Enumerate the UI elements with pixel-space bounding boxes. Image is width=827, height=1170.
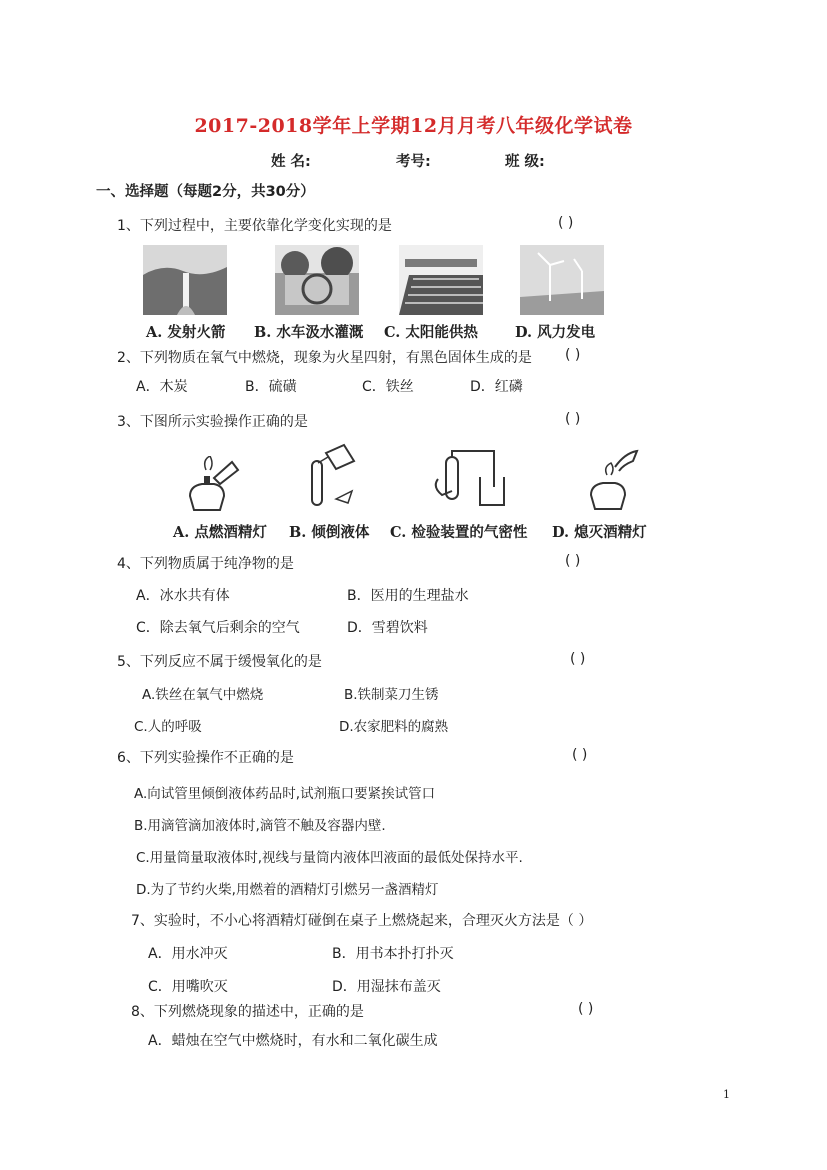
question-5-option-d: D.农家肥料的腐熟 [339,719,449,735]
question-4-stem: 4、下列物质属于纯净物的是 [117,556,294,572]
class-label: 班 级: [505,154,545,170]
question-1-option-a: A. 发射火箭 [146,324,226,341]
question-3-option-b: B. 倾倒液体 [289,524,370,541]
question-1-option-d: D. 风力发电 [515,324,596,341]
answer-paren-6: ( ) [572,747,588,763]
question-1-option-b: B. 水车汲水灌溉 [254,324,364,341]
lighting-alcohol-lamp-illustration [180,456,240,512]
answer-paren-4: ( ) [565,553,581,569]
question-1-option-c: C. 太阳能供热 [384,324,478,341]
question-2-option-a: A．木炭 [136,379,188,395]
page-number: 1 [723,1088,730,1101]
question-7-option-d: D．用湿抹布盖灭 [332,979,441,995]
question-3-stem: 3、下图所示实验操作正确的是 [117,414,308,430]
solar-heater-photo [399,245,483,315]
question-1-stem: 1、下列过程中，主要依靠化学变化实现的是 [117,218,392,234]
question-6-option-d: D.为了节约火柴,用燃着的酒精灯引燃另一盏酒精灯 [136,882,439,898]
question-5-option-c: C.人的呼吸 [134,719,202,735]
question-2-option-b: B．硫磺 [245,379,297,395]
answer-paren-5: ( ) [570,651,586,667]
question-8-stem: 8、下列燃烧现象的描述中，正确的是 [131,1004,364,1020]
question-6-option-a: A.向试管里倾倒液体药品时,试剂瓶口要紧挨试管口 [134,786,436,802]
question-7-option-c: C．用嘴吹灭 [148,979,228,995]
answer-paren-8: ( ) [578,1001,594,1017]
question-5-option-b: B.铁制菜刀生锈 [344,687,439,703]
question-3-option-d: D. 熄灭酒精灯 [552,524,647,541]
question-6-option-b: B.用滴管滴加液体时,滴管不触及容器内壁. [134,818,386,834]
question-2-option-c: C．铁丝 [362,379,414,395]
question-7-option-b: B．用书本扑打扑灭 [332,946,454,962]
question-4-option-c: C．除去氧气后剩余的空气 [136,620,300,636]
section-heading: 一、选择题（每题2分，共30分） [96,184,315,200]
waterwheel-photo [275,245,359,315]
question-7-stem: 7、实验时，不小心将酒精灯碰倒在桌子上燃烧起来，合理灭火方法是（ ） [131,913,593,929]
question-6-stem: 6、下列实验操作不正确的是 [117,750,294,766]
exam-number-label: 考号: [396,154,431,170]
question-7-option-a: A．用水冲灭 [148,946,228,962]
pouring-liquid-illustration [296,443,362,509]
answer-paren-2: ( ) [565,347,581,363]
name-label: 姓 名: [271,154,311,170]
question-2-option-d: D．红磷 [470,379,523,395]
question-4-option-b: B．医用的生理盐水 [347,588,469,604]
question-5-option-a: A.铁丝在氧气中燃烧 [142,687,264,703]
question-8-option-a: A．蜡烛在空气中燃烧时，有水和二氧化碳生成 [148,1033,438,1049]
question-3-option-a: A. 点燃酒精灯 [173,524,267,541]
page-title: 2017-2018学年上学期12月月考八年级化学试卷 [194,115,633,137]
answer-paren-3: ( ) [565,411,581,427]
question-4-option-d: D．雪碧饮料 [347,620,428,636]
question-3-option-c: C. 检验装置的气密性 [390,524,528,541]
question-4-option-a: A．冰水共有体 [136,588,230,604]
airtightness-check-illustration [432,447,506,509]
question-6-option-c: C.用量筒量取液体时,视线与量筒内液体凹液面的最低处保持水平. [136,850,523,866]
rocket-launch-photo [143,245,227,315]
extinguish-alcohol-lamp-illustration [585,447,641,513]
wind-turbine-photo [520,245,604,315]
question-2-stem: 2、下列物质在氧气中燃烧，现象为火星四射，有黑色固体生成的是 [117,350,532,366]
question-5-stem: 5、下列反应不属于缓慢氧化的是 [117,654,322,670]
answer-paren-1: ( ) [558,215,574,231]
